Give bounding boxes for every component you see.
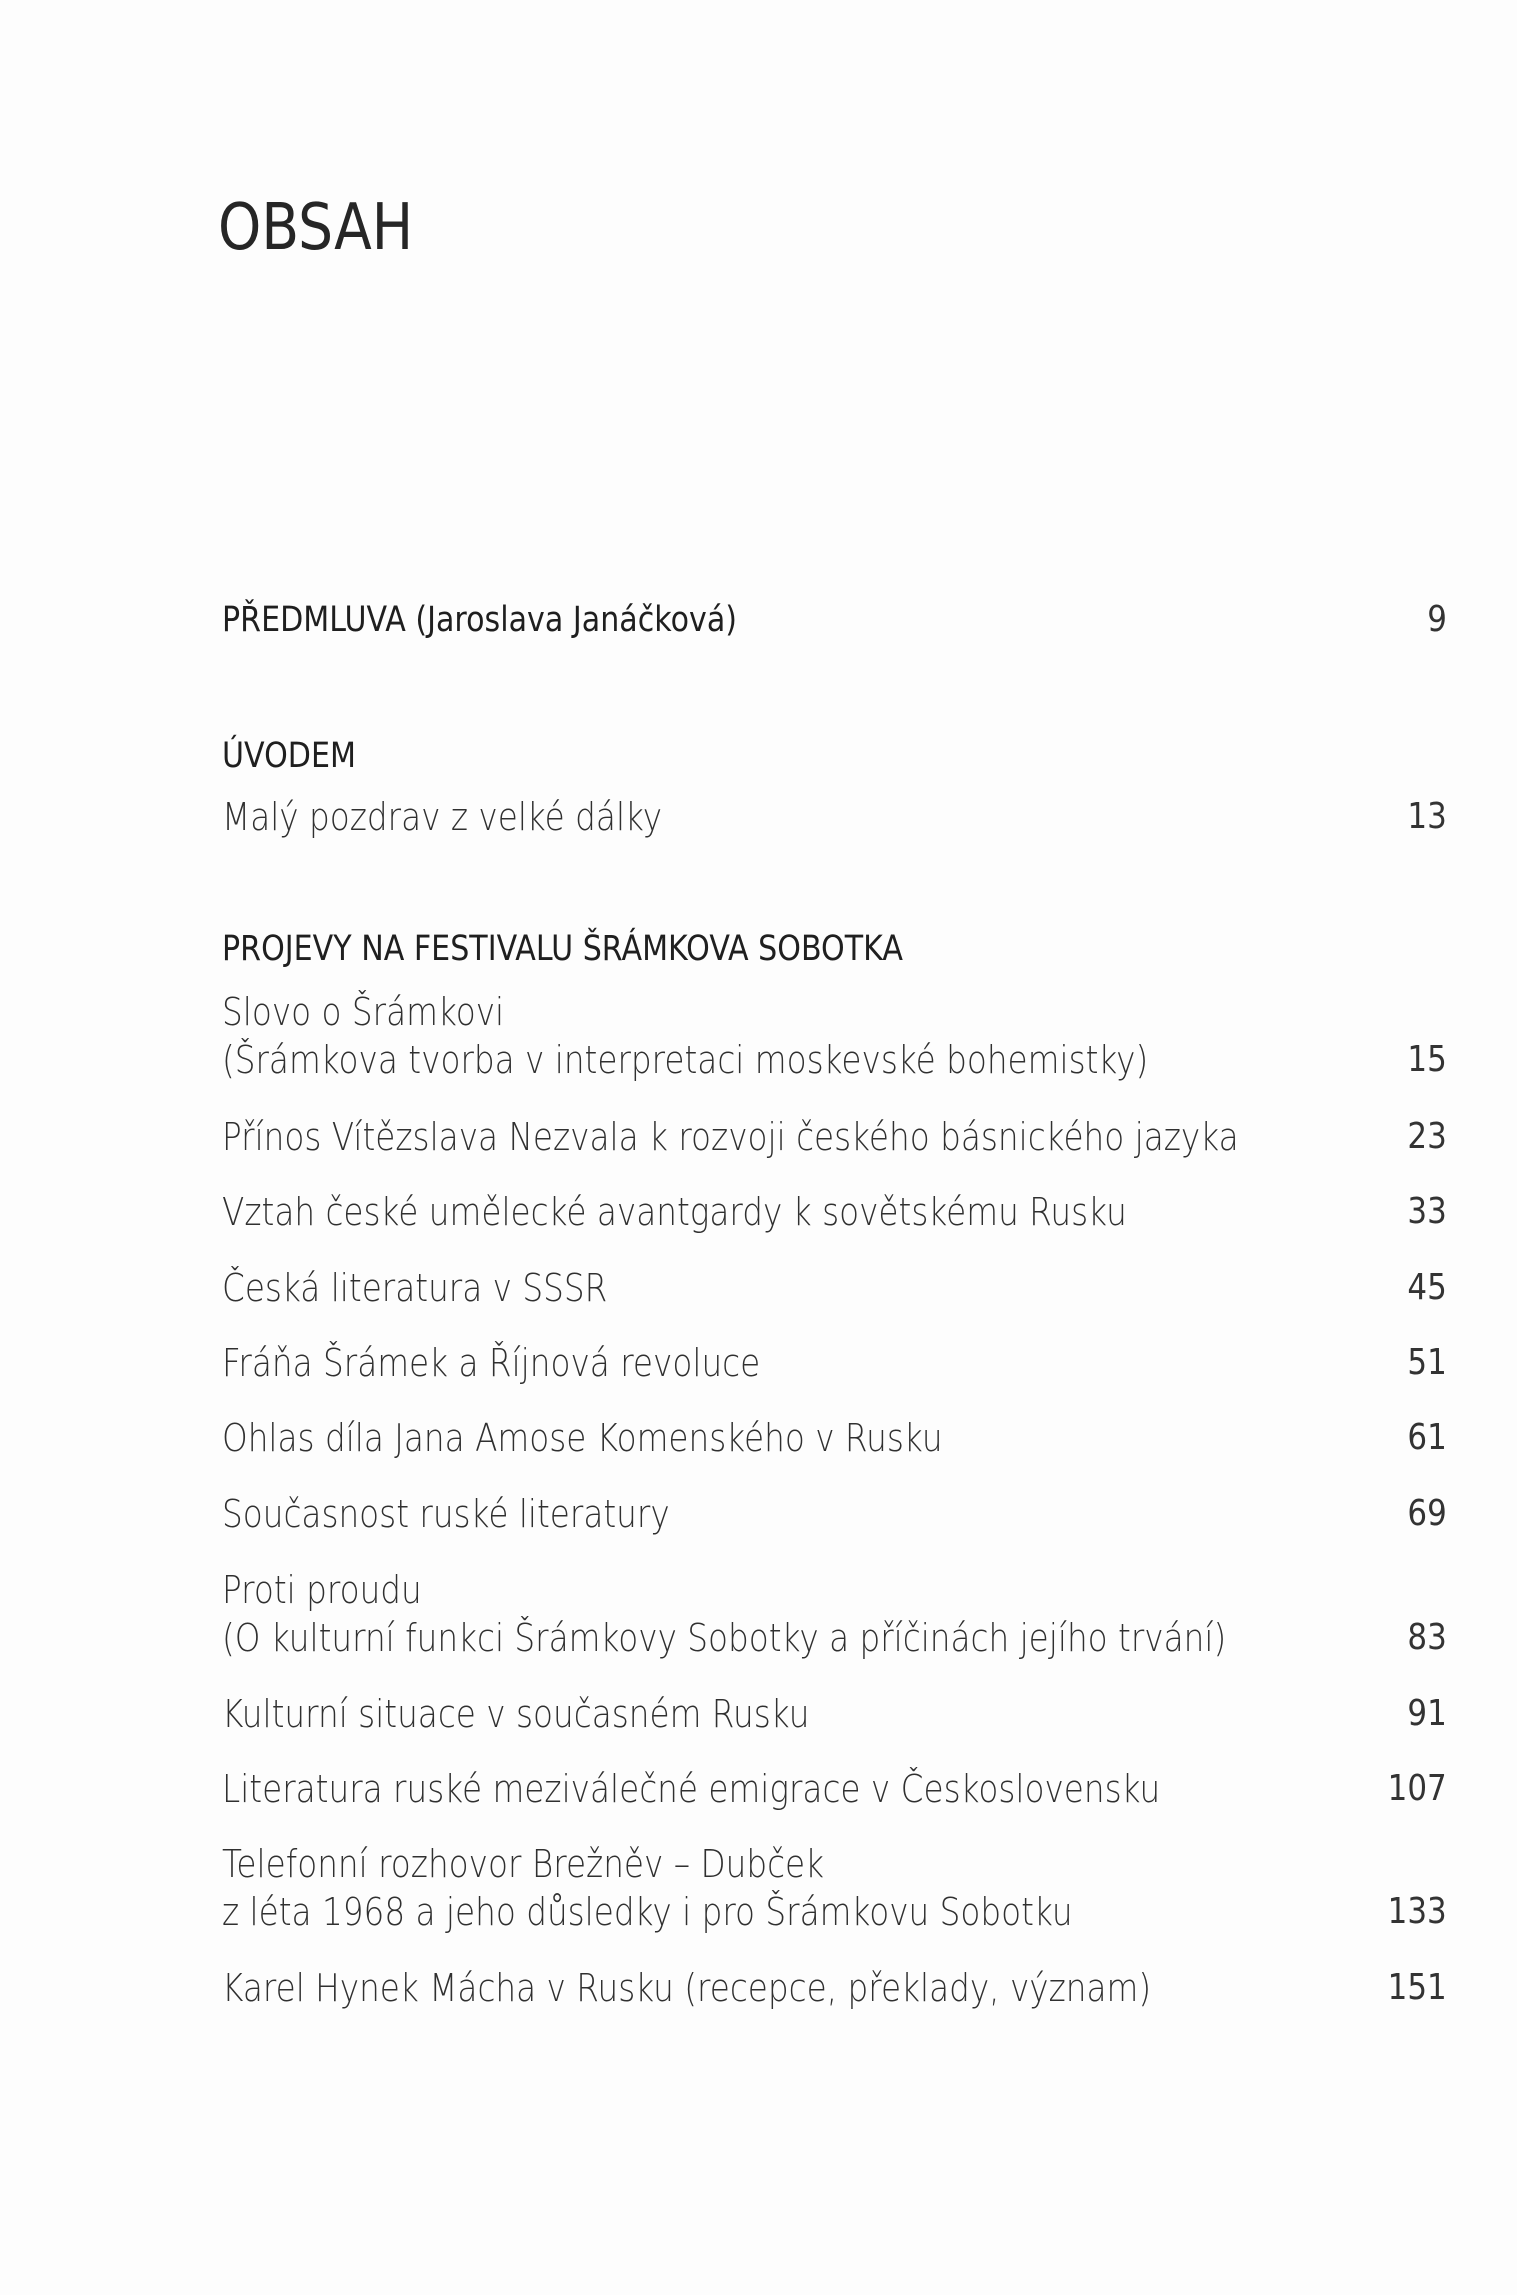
toc-entry-label: Slovo o Šrámkovi [222,990,505,1034]
toc-page-number: 151 [1387,1967,1447,2008]
toc-entry-intro [222,793,1447,841]
toc-entry [222,1113,1447,1161]
toc-page-number: 91 [1407,1693,1447,1734]
toc-entry [222,1566,1447,1662]
toc-entry [222,1840,1447,1936]
toc-entry-label: Kulturní situace v současném Rusku [222,1692,810,1736]
toc-entry-label: Současnost ruské literatury [222,1492,670,1536]
toc-entry-preface [222,596,1447,644]
section-heading-intro [222,732,1447,780]
toc-entry-subtitle: (O kulturní funkci Šrámkovy Sobotky a příčinách jejího trvání) [222,1616,1227,1660]
toc-page-number: 13 [1407,796,1447,837]
page-title: OBSAH [218,191,414,265]
toc-entry-label: Přínos Vítězslava Nezvala k rozvoji českého básnického jazyka [222,1115,1239,1159]
toc-entry-label: Proti proudu [222,1568,422,1612]
toc-page-number: 33 [1407,1191,1447,1232]
toc-entry-label: Vztah české umělecké avantgardy k sovětskému Rusku [222,1190,1127,1234]
toc-entry-label: Ohlas díla Jana Amose Komenského v Rusku [222,1416,943,1460]
toc-entry-label: Karel Hynek Mácha v Rusku (recepce, překlady, význam) [222,1966,1152,2010]
toc-page-number: 107 [1387,1768,1447,1809]
toc-page-number: 45 [1407,1267,1447,1308]
toc-entry-label: Literatura ruské meziválečné emigrace v Československu [222,1767,1161,1811]
toc-page-number: 23 [1407,1116,1447,1157]
toc-page-number: 61 [1407,1417,1447,1458]
toc-entry [222,1490,1447,1538]
toc-page-number: 9 [1427,599,1447,640]
section-heading: ÚVODEM [222,736,356,776]
toc-entry [222,1264,1447,1312]
toc-entry [222,1188,1447,1236]
section-heading-speeches [222,925,1447,973]
toc-page-number: 51 [1407,1342,1447,1383]
toc-entry-label: Telefonní rozhovor Brežněv – Dubček [222,1842,825,1886]
toc-entry [222,1765,1447,1813]
toc-entry-label: Česká literatura v SSSR [222,1266,608,1310]
toc-entry [222,1964,1447,2012]
toc-entry-subtitle: (Šrámkova tvorba v interpretaci moskevské bohemistky) [222,1038,1149,1082]
toc-page-number: 83 [1407,1617,1447,1658]
toc-entry-label: PŘEDMLUVA (Jaroslava Janáčková) [222,600,738,640]
toc-entry [222,1690,1447,1738]
toc-page-number: 15 [1407,1039,1447,1080]
toc-entry-label: Fráňa Šrámek a Říjnová revoluce [222,1341,761,1385]
toc-entry-subtitle: z léta 1968 a jeho důsledky i pro Šrámkovu Sobotku [222,1890,1073,1934]
toc-page-number: 133 [1387,1891,1447,1932]
toc-entry [222,988,1447,1084]
toc-entry [222,1414,1447,1462]
toc-entry [222,1339,1447,1387]
toc-entry-label: Malý pozdrav z velké dálky [222,795,663,839]
toc-page-number: 69 [1407,1493,1447,1534]
section-heading: PROJEVY NA FESTIVALU ŠRÁMKOVA SOBOTKA [222,929,903,969]
